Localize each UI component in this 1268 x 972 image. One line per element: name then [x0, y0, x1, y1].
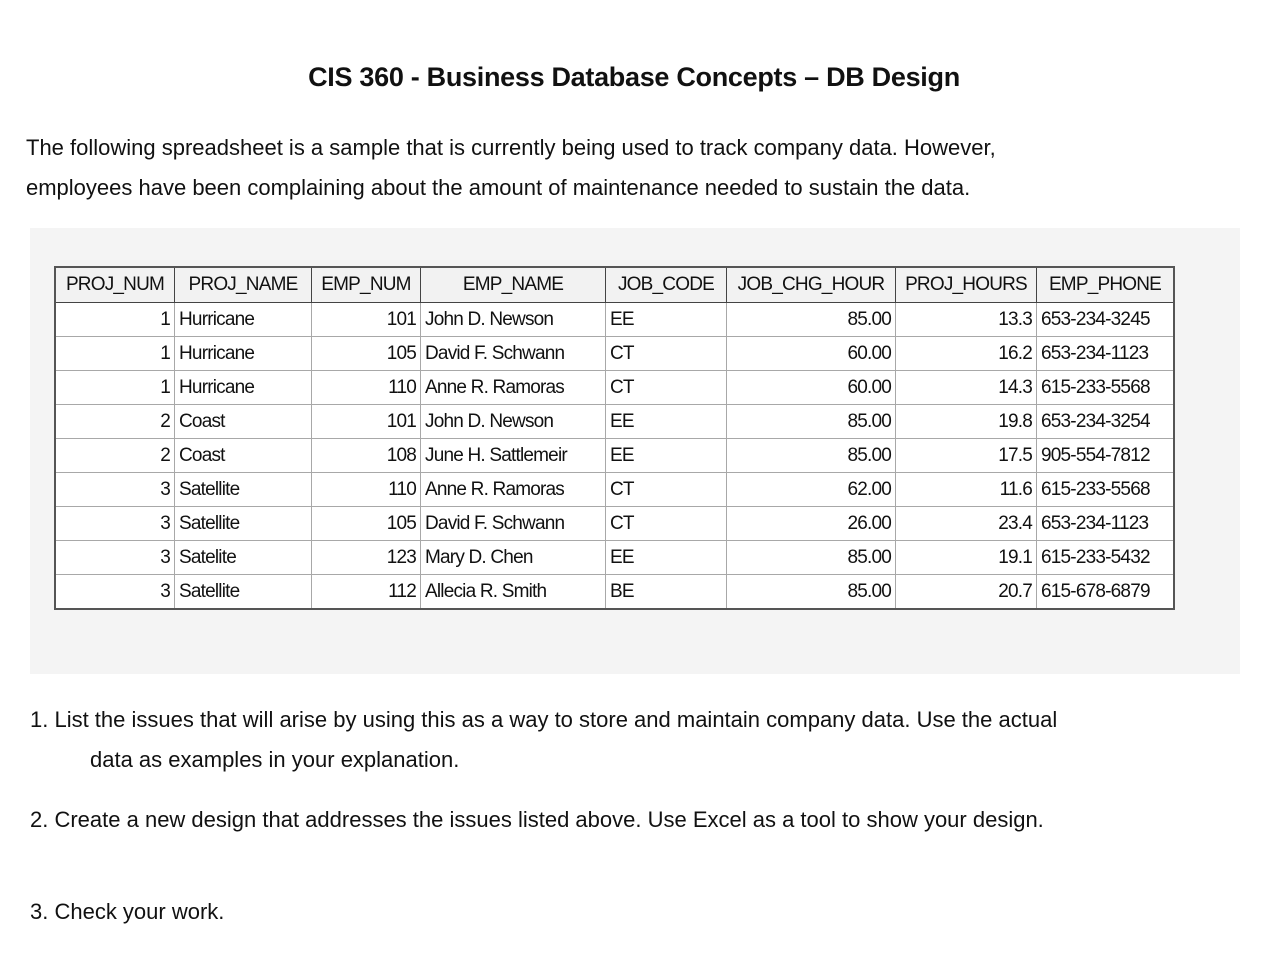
- cell-job-code: EE: [606, 439, 727, 473]
- cell-emp-num: 110: [312, 371, 421, 405]
- header-job-code: JOB_CODE: [606, 267, 727, 303]
- header-emp-phone: EMP_PHONE: [1037, 267, 1175, 303]
- cell-job-chg-hour: 85.00: [727, 575, 896, 610]
- cell-emp-phone: 905-554-7812: [1037, 439, 1175, 473]
- cell-emp-num: 101: [312, 303, 421, 337]
- cell-emp-phone: 653-234-3254: [1037, 405, 1175, 439]
- cell-emp-name: Mary D. Chen: [421, 541, 606, 575]
- cell-proj-name: Hurricane: [175, 303, 312, 337]
- cell-job-code: EE: [606, 405, 727, 439]
- cell-job-code: CT: [606, 473, 727, 507]
- cell-proj-name: Satellite: [175, 507, 312, 541]
- cell-proj-num: 3: [55, 507, 175, 541]
- cell-proj-name: Hurricane: [175, 337, 312, 371]
- table-row: [55, 507, 1174, 541]
- cell-proj-hours: 23.4: [896, 507, 1037, 541]
- cell-proj-hours: 19.1: [896, 541, 1037, 575]
- header-job-chg-hour: JOB_CHG_HOUR: [727, 267, 896, 303]
- cell-emp-name: Anne R. Ramoras: [421, 371, 606, 405]
- cell-proj-hours: 20.7: [896, 575, 1037, 610]
- question-2: 2. Create a new design that addresses the issues listed above. Use Excel as a tool to show your design.: [30, 807, 1044, 832]
- intro-line-1: The following spreadsheet is a sample that is currently being used to track company data. However,: [26, 135, 996, 160]
- cell-proj-name: Satelite: [175, 541, 312, 575]
- cell-emp-name: Anne R. Ramoras: [421, 473, 606, 507]
- cell-job-chg-hour: 85.00: [727, 439, 896, 473]
- spreadsheet-image: [30, 228, 1240, 674]
- header-proj-num: PROJ_NUM: [55, 267, 175, 303]
- cell-emp-name: John D. Newson: [421, 405, 606, 439]
- cell-proj-num: 1: [55, 371, 175, 405]
- cell-proj-num: 2: [55, 439, 175, 473]
- cell-emp-phone: 615-678-6879: [1037, 575, 1175, 610]
- cell-job-chg-hour: 60.00: [727, 337, 896, 371]
- header-row: [55, 267, 1174, 303]
- cell-proj-name: Coast: [175, 405, 312, 439]
- cell-emp-name: Allecia R. Smith: [421, 575, 606, 610]
- cell-job-code: CT: [606, 337, 727, 371]
- cell-proj-num: 1: [55, 303, 175, 337]
- page-title: CIS 360 - Business Database Concepts – DB Design: [308, 62, 960, 92]
- question-1: [30, 700, 1057, 780]
- table-row: [55, 371, 1174, 405]
- cell-proj-hours: 13.3: [896, 303, 1037, 337]
- cell-emp-num: 105: [312, 507, 421, 541]
- cell-emp-num: 112: [312, 575, 421, 610]
- cell-emp-num: 108: [312, 439, 421, 473]
- cell-emp-phone: 653-234-1123: [1037, 337, 1175, 371]
- cell-proj-num: 2: [55, 405, 175, 439]
- cell-emp-phone: 615-233-5568: [1037, 371, 1175, 405]
- table-row: [55, 439, 1174, 473]
- cell-emp-name: June H. Sattlemeir: [421, 439, 606, 473]
- intro-line-2: employees have been complaining about the amount of maintenance needed to sustain the data.: [26, 175, 971, 200]
- cell-emp-name: John D. Newson: [421, 303, 606, 337]
- cell-job-chg-hour: 85.00: [727, 541, 896, 575]
- cell-proj-name: Satellite: [175, 473, 312, 507]
- cell-proj-hours: 16.2: [896, 337, 1037, 371]
- cell-emp-num: 101: [312, 405, 421, 439]
- question-1-line-1: 1. List the issues that will arise by using this as a way to store and maintain company data. Use the actual: [30, 707, 1058, 732]
- cell-proj-num: 3: [55, 541, 175, 575]
- cell-job-code: EE: [606, 541, 727, 575]
- table-row: [55, 337, 1174, 371]
- cell-job-chg-hour: 85.00: [727, 303, 896, 337]
- cell-proj-num: 3: [55, 575, 175, 610]
- cell-emp-num: 110: [312, 473, 421, 507]
- table-row: [55, 473, 1174, 507]
- cell-emp-phone: 615-233-5432: [1037, 541, 1175, 575]
- table-row: [55, 303, 1174, 337]
- question-3: 3. Check your work.: [30, 899, 225, 924]
- header-emp-num: EMP_NUM: [312, 267, 421, 303]
- cell-emp-name: David F. Schwann: [421, 337, 606, 371]
- cell-proj-name: Hurricane: [175, 371, 312, 405]
- cell-emp-phone: 615-233-5568: [1037, 473, 1175, 507]
- table-row: [55, 575, 1174, 610]
- cell-proj-hours: 14.3: [896, 371, 1037, 405]
- spreadsheet-table: [54, 266, 1175, 610]
- header-emp-name: EMP_NAME: [421, 267, 606, 303]
- header-proj-name: PROJ_NAME: [175, 267, 312, 303]
- cell-proj-hours: 17.5: [896, 439, 1037, 473]
- cell-job-code: BE: [606, 575, 727, 610]
- question-1-line-2: data as examples in your explanation.: [90, 747, 460, 772]
- cell-proj-name: Satellite: [175, 575, 312, 610]
- cell-job-code: CT: [606, 371, 727, 405]
- cell-job-code: CT: [606, 507, 727, 541]
- table-row: [55, 405, 1174, 439]
- cell-proj-num: 3: [55, 473, 175, 507]
- cell-emp-num: 105: [312, 337, 421, 371]
- table-row: [55, 541, 1174, 575]
- cell-emp-phone: 653-234-3245: [1037, 303, 1175, 337]
- cell-proj-hours: 11.6: [896, 473, 1037, 507]
- cell-proj-name: Coast: [175, 439, 312, 473]
- cell-job-chg-hour: 26.00: [727, 507, 896, 541]
- cell-proj-num: 1: [55, 337, 175, 371]
- header-proj-hours: PROJ_HOURS: [896, 267, 1037, 303]
- cell-job-chg-hour: 60.00: [727, 371, 896, 405]
- cell-job-code: EE: [606, 303, 727, 337]
- cell-job-chg-hour: 85.00: [727, 405, 896, 439]
- cell-emp-num: 123: [312, 541, 421, 575]
- cell-proj-hours: 19.8: [896, 405, 1037, 439]
- intro-paragraph: [26, 128, 1226, 208]
- cell-emp-name: David F. Schwann: [421, 507, 606, 541]
- cell-job-chg-hour: 62.00: [727, 473, 896, 507]
- cell-emp-phone: 653-234-1123: [1037, 507, 1175, 541]
